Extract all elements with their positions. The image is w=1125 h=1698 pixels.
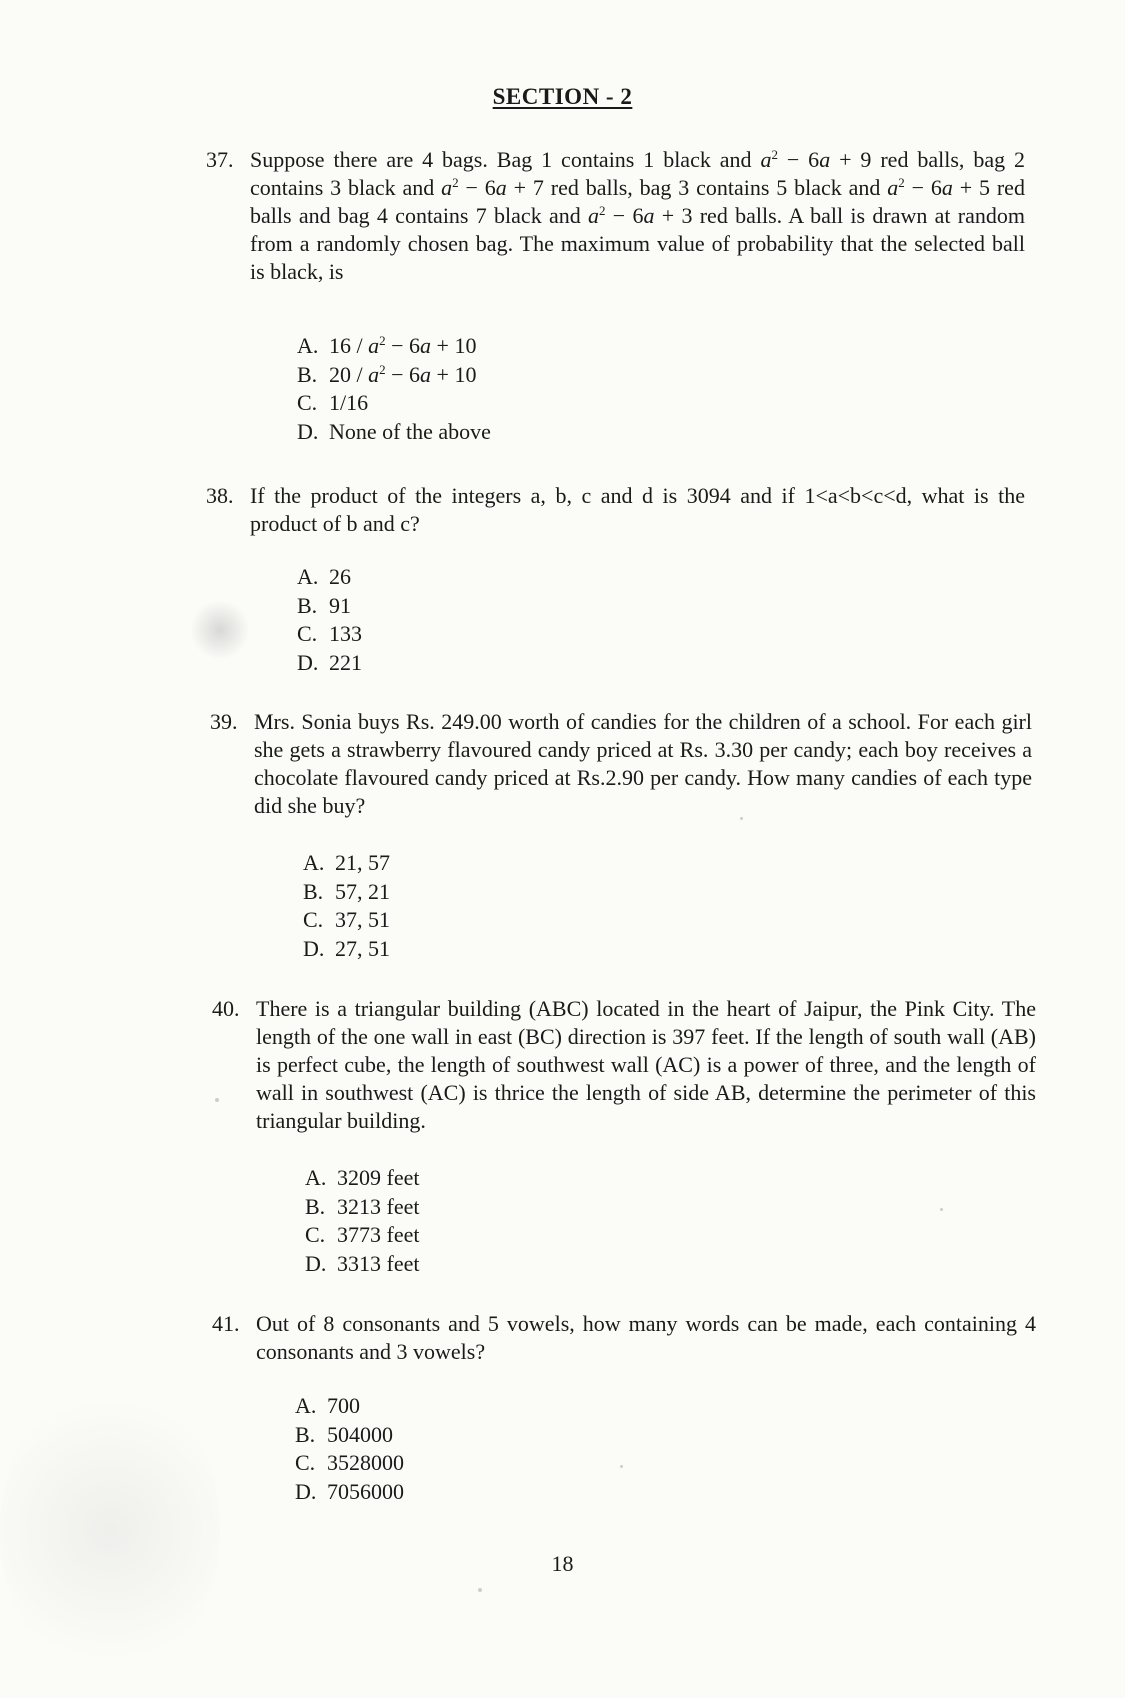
scan-smudge (0, 1380, 220, 1680)
question-number: 37. (206, 147, 234, 172)
option-c: C. 3773 feet (305, 1222, 420, 1247)
option-a: A. 21, 57 (303, 850, 390, 875)
option-c: C. 37, 51 (303, 907, 390, 932)
options-38 (297, 563, 362, 677)
question-number: 38. (206, 483, 234, 508)
question-text: Mrs. Sonia buys Rs. 249.00 worth of candies for the children of a school. For each girl she gets a strawberry flavoured candy priced at Rs. 3.30 per candy; each boy receives a chocolate flavoured candy priced at Rs.2.90 per candy. How many candies of each type did she buy? (254, 709, 1032, 818)
question-37 (206, 146, 1026, 286)
option-a: A. 3209 feet (305, 1165, 420, 1190)
option-b: B. 91 (297, 592, 351, 618)
option-c: C. 1/16 (297, 390, 369, 415)
option-b: B. 3213 feet (305, 1193, 420, 1219)
scan-speck (215, 1098, 219, 1102)
page-number: 18 (551, 1551, 574, 1576)
question-40 (212, 995, 1036, 1135)
option-d: D. 221 (297, 649, 362, 675)
scan-smudge (190, 600, 250, 660)
options-41 (295, 1392, 404, 1506)
option-c: C. 133 (297, 621, 362, 646)
scan-speck (940, 1208, 943, 1211)
question-number: 41. (212, 1311, 240, 1336)
question-number: 40. (212, 996, 240, 1021)
option-a: A. 700 (295, 1393, 360, 1418)
options-39 (303, 849, 390, 963)
option-d: D. 27, 51 (303, 935, 390, 961)
option-b: B. 504000 (295, 1421, 393, 1447)
option-b: B. $20 / a^2 - 6a + 10$ (297, 361, 477, 387)
question-number: 39. (210, 709, 238, 734)
question-text: There is a triangular building (ABC) located in the heart of Jaipur, the Pink City. The length of the one wall in east (BC) direction is 397 feet. If the length of south wall (AB) is perfect cube, the length of southwest wall (AC) is a power of three, and the length of wall in southwest (AC) is thrice the length of side AB, determine the perimeter of this triangular building. (256, 996, 1036, 1133)
option-d: D. 3313 feet (305, 1250, 420, 1276)
question-38 (206, 482, 1025, 538)
question-text: If the product of the integers a, b, c and d is 3094 and if 1<a<b<c<d, what is the product of b and c? (250, 483, 1025, 536)
question-41 (212, 1310, 1036, 1366)
scan-speck (620, 1465, 623, 1468)
option-a: A. $16 / a^2 - 6a + 10$ (297, 333, 477, 358)
option-b: B. 57, 21 (303, 878, 390, 904)
question-text: Out of 8 consonants and 5 vowels, how many words can be made, each containing 4 consonants and 3 vowels? (256, 1311, 1036, 1364)
option-d: D. None of the above (297, 418, 491, 444)
option-d: D. 7056000 (295, 1478, 404, 1504)
option-c: C. 3528000 (295, 1450, 404, 1475)
question-text: Suppose there are 4 bags. Bag 1 contains 1 black and $a^2 - 6a + 9$ red balls, bag 2 contains 3 black and $a^2 - 6a + 7$ red balls, bag 3 contains 5 black and $a^2 - 6a + 5$ red balls and bag 4 contains 7 black and $a^2 - 6a + 3$ red balls. A ball is drawn at random from a randomly chosen bag. The maximum value of probability that the selected ball is black, is (250, 147, 1026, 284)
options-37 (297, 332, 491, 446)
section-heading: SECTION - 2 (492, 84, 633, 109)
options-40 (305, 1164, 419, 1278)
question-39 (210, 708, 1032, 820)
option-a: A. 26 (297, 564, 351, 589)
scan-speck (478, 1588, 482, 1592)
